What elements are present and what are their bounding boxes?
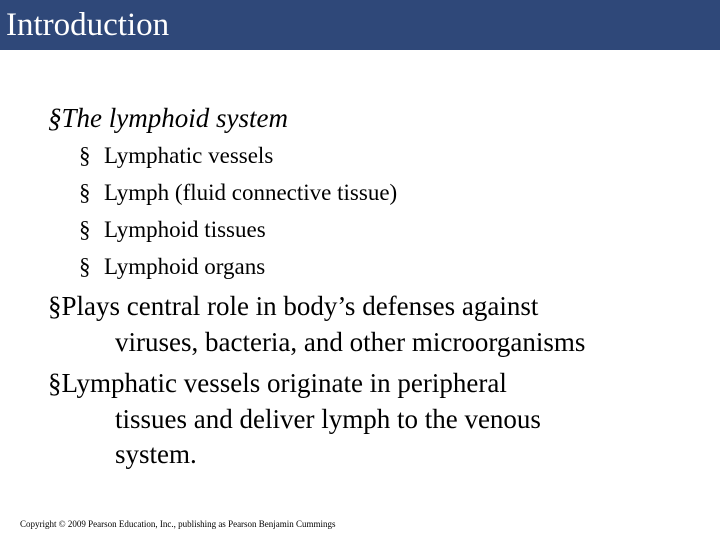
sub-item	[79, 253, 265, 281]
sub-item-text: Lymphatic vessels	[104, 143, 274, 168]
copyright-footer: Copyright © 2009 Pearson Education, Inc., publishing as Pearson Benjamin Cummings	[20, 519, 336, 529]
point-bullet	[48, 366, 507, 400]
bullet-marker: §	[48, 291, 62, 321]
heading-bullet	[48, 101, 288, 135]
sub-item	[79, 142, 273, 170]
point-text: Plays central role in body’s defenses against	[61, 291, 539, 321]
bullet-marker: §	[79, 143, 91, 168]
sub-item	[79, 179, 397, 207]
bullet-marker: §	[79, 180, 91, 205]
point-bullet	[48, 289, 538, 323]
heading-text: The lymphoid system	[61, 103, 288, 133]
point-continuation: system.	[115, 439, 197, 469]
sub-item-text: Lymphoid organs	[104, 254, 266, 279]
bullet-marker: §	[79, 254, 91, 279]
sub-item	[79, 216, 266, 244]
point-continuation: tissues and deliver lymph to the venous	[115, 404, 541, 434]
title-bar	[0, 0, 720, 50]
bullet-marker: §	[79, 217, 91, 242]
point-continuation: viruses, bacteria, and other microorganisms	[115, 327, 586, 357]
bullet-marker: §	[48, 368, 62, 398]
bullet-marker: §	[48, 103, 62, 133]
sub-item-text: Lymph (fluid connective tissue)	[104, 180, 398, 205]
sub-item-text: Lymphoid tissues	[104, 217, 266, 242]
slide-title: Introduction	[6, 7, 170, 43]
point-text: Lymphatic vessels originate in peripheral	[61, 368, 507, 398]
